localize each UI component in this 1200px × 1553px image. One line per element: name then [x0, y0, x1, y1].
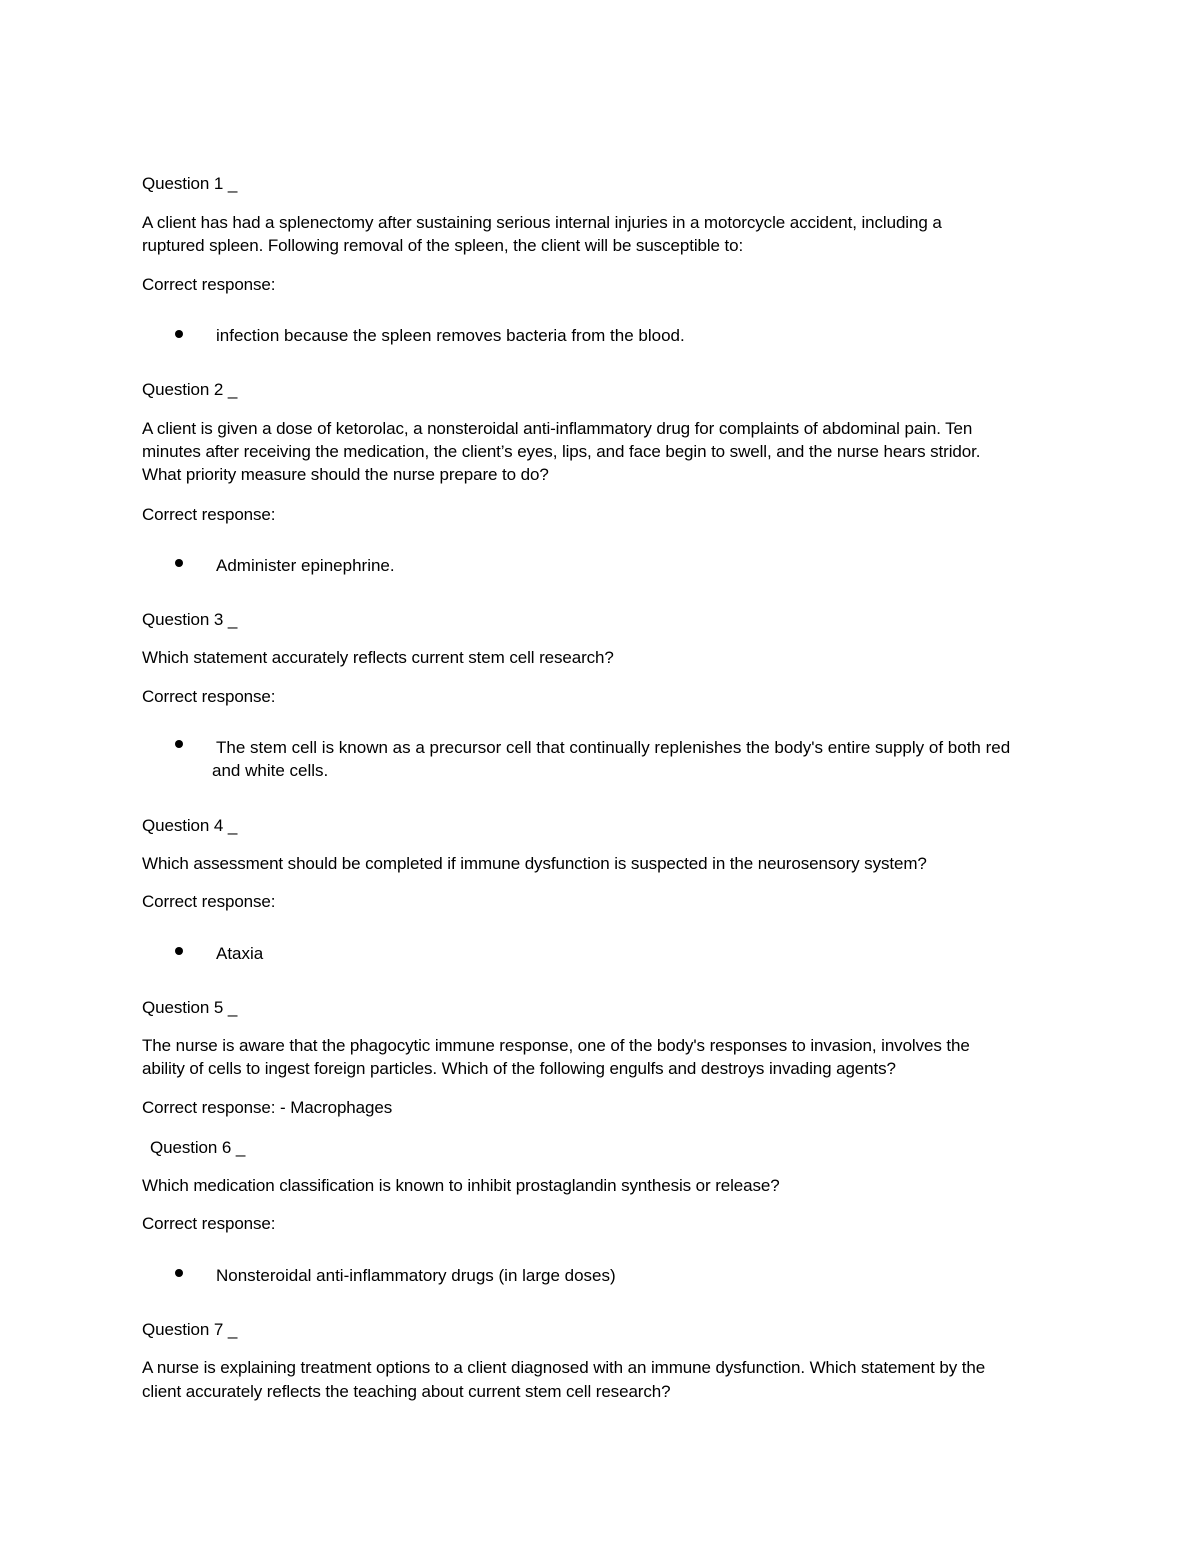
question-6-correct-label: Correct response:	[142, 1214, 276, 1233]
question-2-correct-label: Correct response:	[142, 505, 276, 524]
bullet-icon	[175, 330, 183, 338]
question-4-title: Question 4 _	[142, 816, 238, 835]
bullet-icon	[175, 947, 183, 955]
question-2-title: Question 2 _	[142, 380, 238, 399]
question-4-text-line-1: Which assessment should be completed if immune dysfunction is suspected in the neurosensory system?	[142, 854, 927, 873]
question-5-correct-label: Correct response: - Macrophages	[142, 1098, 393, 1117]
question-1-text-line-2: ruptured spleen. Following removal of the spleen, the client will be susceptible to:	[142, 236, 744, 255]
question-1-title: Question 1 _	[142, 174, 238, 193]
question-6-title: Question 6 _	[150, 1138, 246, 1157]
question-1-answer: infection because the spleen removes bacteria from the blood.	[216, 326, 685, 345]
question-3-answer-line-2: and white cells.	[212, 761, 329, 780]
question-5-title: Question 5 _	[142, 998, 238, 1017]
question-4-correct-label: Correct response:	[142, 892, 276, 911]
question-7-title: Question 7 _	[142, 1320, 238, 1339]
question-2-text-line-3: What priority measure should the nurse prepare to do?	[142, 465, 549, 484]
question-3-text-line-1: Which statement accurately reflects current stem cell research?	[142, 648, 614, 667]
question-2-text-line-1: A client is given a dose of ketorolac, a nonsteroidal anti-inflammatory drug for complaints of abdominal pain. Ten	[142, 419, 973, 438]
question-3-correct-label: Correct response:	[142, 687, 276, 706]
question-1-correct-label: Correct response:	[142, 275, 276, 294]
question-3-title: Question 3 _	[142, 610, 238, 629]
question-7-text-line-2: client accurately reflects the teaching about current stem cell research?	[142, 1382, 671, 1401]
question-5-text-line-1: The nurse is aware that the phagocytic immune response, one of the body's responses to invasion, involves the	[142, 1036, 970, 1055]
bullet-icon	[175, 740, 183, 748]
question-5-text-line-2: ability of cells to ingest foreign particles. Which of the following engulfs and destroys invading agents?	[142, 1059, 896, 1078]
question-3-answer-line-1: The stem cell is known as a precursor cell that continually replenishes the body's entire supply of both red	[216, 738, 1011, 757]
question-2-answer: Administer epinephrine.	[216, 556, 395, 575]
question-6-answer: Nonsteroidal anti-inflammatory drugs (in large doses)	[216, 1266, 616, 1285]
question-2-text-line-2: minutes after receiving the medication, the client’s eyes, lips, and face begin to swell, and the nurse hears stridor.	[142, 442, 981, 461]
question-7-text-line-1: A nurse is explaining treatment options to a client diagnosed with an immune dysfunction. Which statement by the	[142, 1358, 986, 1377]
bullet-icon	[175, 559, 183, 567]
question-1-text-line-1: A client has had a splenectomy after sustaining serious internal injuries in a motorcycle accident, including a	[142, 213, 942, 232]
bullet-icon	[175, 1269, 183, 1277]
question-6-text-line-1: Which medication classification is known to inhibit prostaglandin synthesis or release?	[142, 1176, 780, 1195]
question-4-answer: Ataxia	[216, 944, 264, 963]
